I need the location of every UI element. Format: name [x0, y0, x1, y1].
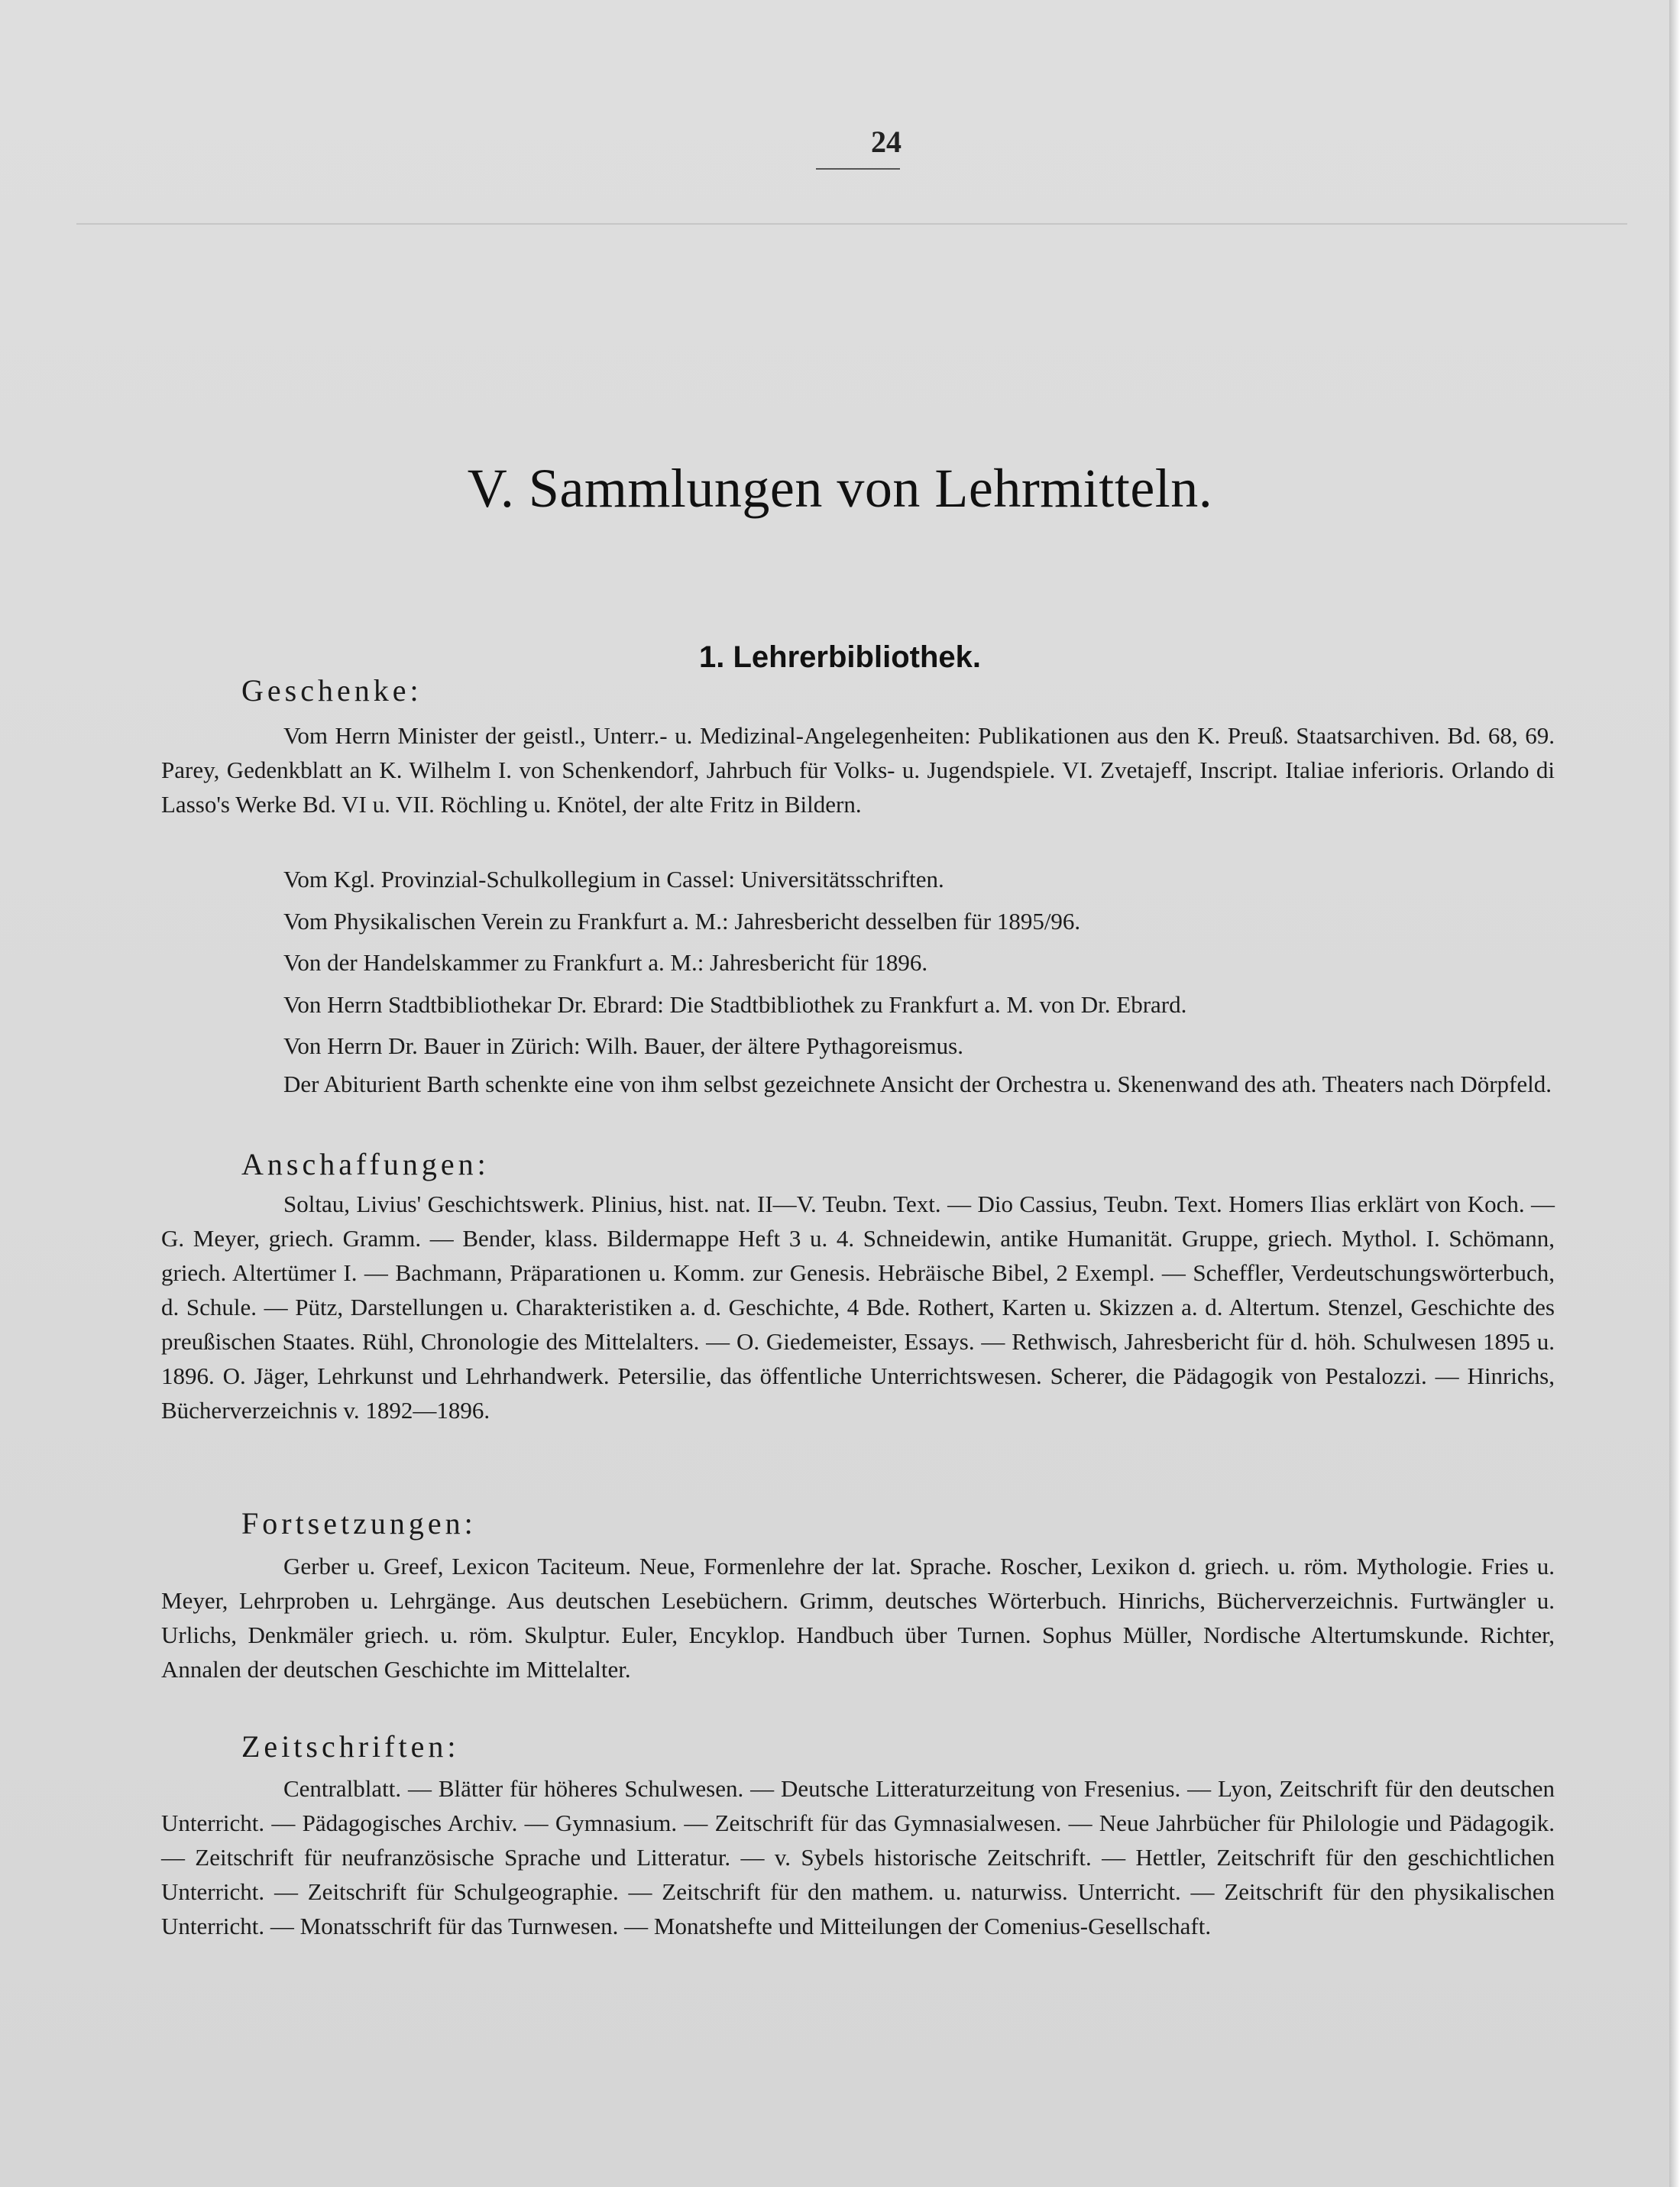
heading-anschaffungen: Anschaffungen:: [241, 1147, 490, 1181]
heading-geschenke: Geschenke:: [241, 673, 422, 708]
geschenke-line: Vom Kgl. Provinzial-Schulkollegium in Cassel: Universitätsschriften.: [283, 866, 944, 893]
subsection-title: 1. Lehrerbibliothek.: [699, 640, 981, 674]
fortsetzungen-paragraph: Gerber u. Greef, Lexicon Taciteum. Neue, Formenlehre der lat. Sprache. Roscher, Lexikon d. griech. u. röm. Mythologie. Fries u. Meyer, Lehrproben u. Lehrgänge. Aus deutschen Lesebüchern. Grimm, deutsches Wörterbuch. Hinrichs, Bücherverzeichnis. Furtwängler u. Urlichs, Denkmäler griech. u. röm. Skulptur. Euler, Encyklop. Handbuch über Turnen. Sophus Müller, Nordische Altertumskunde. Richter, Annalen der deutschen Geschichte im Mittelalter.: [161, 1553, 1555, 1683]
heading-fortsetzungen: Fortsetzungen:: [241, 1506, 477, 1541]
page-number-rule: [816, 168, 900, 170]
geschenke-line: Von der Handelskammer zu Frankfurt a. M.: Jahresbericht für 1896.: [283, 949, 928, 976]
anschaffungen-paragraph: Soltau, Livius' Geschichtswerk. Plinius, hist. nat. II—V. Teubn. Text. — Dio Cassius, Teubn. Text. Homers Ilias erklärt von Koch. — G. Meyer, griech. Gramm. — Bender, klass. Bildermappe Heft 3 u. 4. Schneidewin, antike Humanität. Gruppe, griech. Mythol. I. Schömann, griech. Altertümer I. — Bachmann, Präparationen u. Komm. zur Genesis. Hebräische Bibel, 2 Exempl. — Scheffler, Verdeutschungswörterbuch, d. Schule. — Pütz, Darstellungen u. Charakteristiken a. d. Geschichte, 4 Bde. Rothert, Karten u. Skizzen a. d. Altertum. Stenzel, Geschichte des preußischen Staates. Rühl, Chronologie des Mittelalters. — O. Giedemeister, Essays. — Rethwisch, Jahresbericht für d. höh. Schulwesen 1895 u. 1896. O. Jäger, Lehrkunst und Lehrhandwerk. Petersilie, das öffentliche Unterrichtswesen. Scherer, die Pädagogik von Pestalozzi. — Hinrichs, Bücherverzeichnis v. 1892—1896.: [161, 1191, 1555, 1424]
heading-zeitschriften: Zeitschriften:: [241, 1729, 460, 1764]
geschenke-barth-paragraph: Der Abiturient Barth schenkte eine von ihm selbst gezeichnete Ansicht der Orchestra u. Skenenwand des ath. Theaters nach Dörpfeld.: [283, 1071, 1552, 1097]
section-title: V. Sammlungen von Lehrmitteln.: [467, 458, 1213, 519]
geschenke-paragraph: Vom Herrn Minister der geistl., Unterr.- u. Medizinal-Angelegenheiten: Publikationen aus den K. Preuß. Staatsarchiven. Bd. 68, 69. Parey, Gedenkblatt an K. Wilhelm I. von Schenkendorf, Jahrbuch für Volks- u. Jugendspiele. VI. Zvetajeff, Inscript. Italiae inferioris. Orlando di Lasso's Werke Bd. VI u. VII. Röchling u. Knötel, der alte Fritz in Bildern.: [161, 722, 1555, 818]
page-edge-shadow: [1669, 0, 1680, 2187]
page-number: 24: [871, 125, 902, 159]
geschenke-line: Von Herrn Stadtbibliothekar Dr. Ebrard: Die Stadtbibliothek zu Frankfurt a. M. von Dr. Ebrard.: [283, 991, 1187, 1018]
zeitschriften-paragraph: Centralblatt. — Blätter für höheres Schulwesen. — Deutsche Litteraturzeitung von Fresenius. — Lyon, Zeitschrift für den deutschen Unterricht. — Pädagogisches Archiv. — Gymnasium. — Zeitschrift für das Gymnasialwesen. — Neue Jahrbücher für Philologie und Pädagogik. — Zeitschrift für neufranzösische Sprache und Litteratur. — v. Sybels historische Zeitschrift. — Hettler, Zeitschrift für den geschichtlichen Unterricht. — Zeitschrift für Schulgeographie. — Zeitschrift für den mathem. u. naturwiss. Unterricht. — Zeitschrift für den physikalischen Unterricht. — Monatsschrift für das Turnwesen. — Monatshefte und Mitteilungen der Comenius-Gesellschaft.: [161, 1775, 1555, 1939]
geschenke-line: Von Herrn Dr. Bauer in Zürich: Wilh. Bauer, der ältere Pythagoreismus.: [283, 1032, 963, 1059]
geschenke-line: Vom Physikalischen Verein zu Frankfurt a. M.: Jahresbericht desselben für 1895/96.: [283, 908, 1081, 935]
bleed-through-rule: [76, 223, 1627, 225]
